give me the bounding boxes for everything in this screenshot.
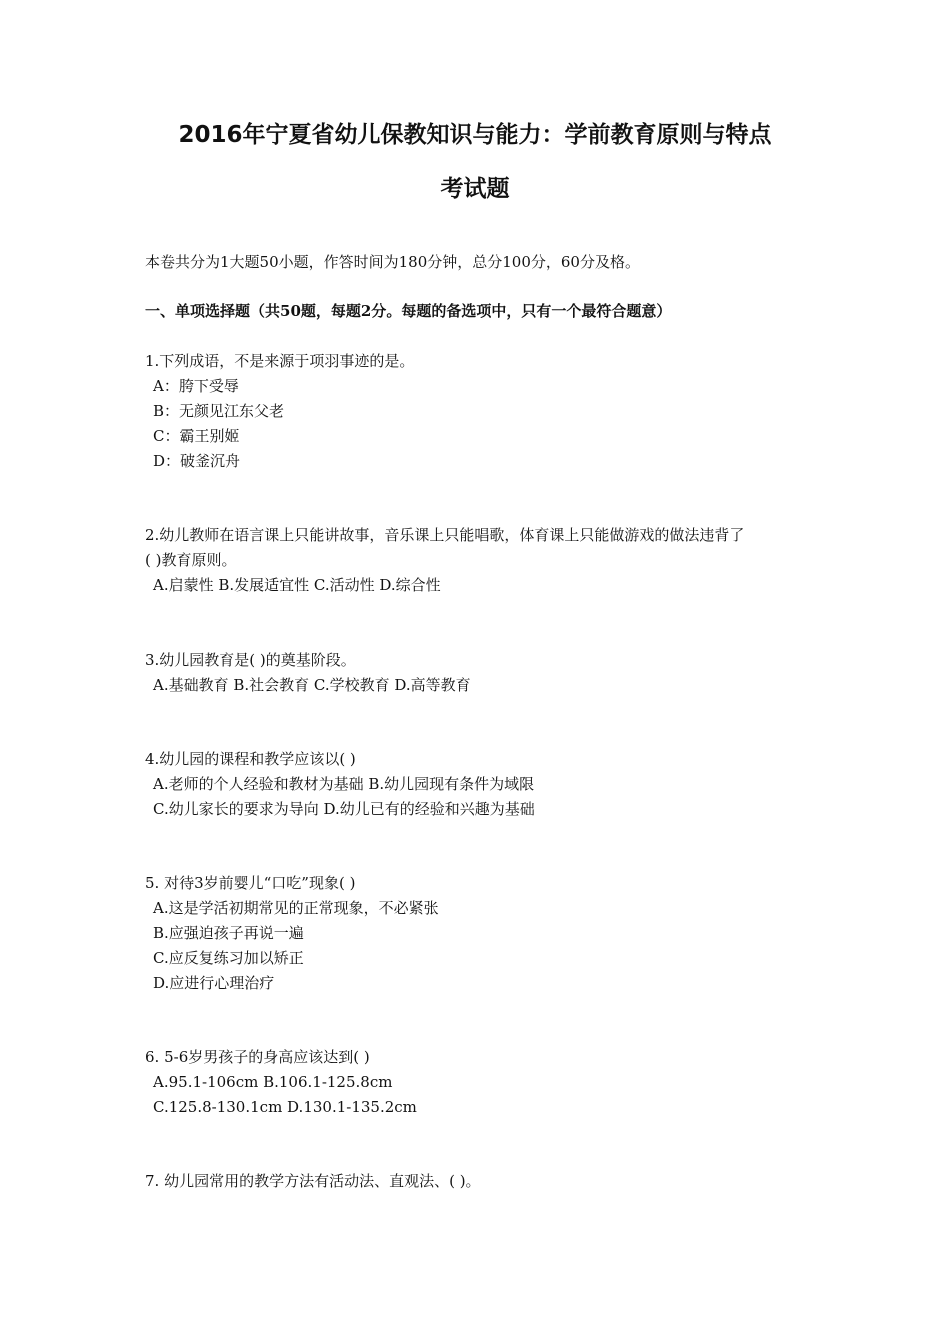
document-title-line-2: 考试题	[440, 176, 510, 202]
question-2-stem-line-1: 2.幼儿教师在语言课上只能讲故事，音乐课上只能唱歌，体育课上只能做游戏的做法违背了	[145, 526, 745, 544]
question-6-options-line-2: C.125.8-130.1cm D.130.1-135.2cm	[153, 1098, 417, 1116]
question-4-options-line-1: A.老师的个人经验和教材为基础 B.幼儿园现有条件为域限	[153, 775, 535, 793]
question-2-stem-line-2: ( )教育原则。	[145, 551, 237, 569]
exam-intro: 本卷共分为1大题50小题，作答时间为180分钟，总分100分，60分及格。	[145, 253, 640, 271]
question-1-option-b: B：无颜见江东父老	[153, 402, 285, 420]
question-1-option-a: A：胯下受辱	[153, 377, 239, 395]
question-5-option-a: A.这是学活初期常见的正常现象，不必紧张	[153, 899, 439, 917]
question-7-stem: 7. 幼儿园常用的教学方法有活动法、直观法、( )。	[145, 1172, 481, 1190]
question-5-option-c: C.应反复练习加以矫正	[153, 949, 304, 967]
question-1-option-c: C：霸王别姬	[153, 427, 240, 445]
question-5-stem: 5. 对待3岁前婴儿“口吃”现象( )	[145, 874, 356, 892]
section-heading: 一、单项选择题（共50题，每题2分。每题的备选项中，只有一个最符合题意）	[145, 302, 672, 320]
question-3-options: A.基础教育 B.社会教育 C.学校教育 D.高等教育	[153, 676, 471, 694]
question-1-stem: 1.下列成语，不是来源于项羽事迹的是。	[145, 352, 415, 370]
question-4-stem: 4.幼儿园的课程和教学应该以( )	[145, 750, 356, 768]
document-title-line-1: 2016年宁夏省幼儿保教知识与能力：学前教育原则与特点	[178, 122, 772, 148]
question-6-options-line-1: A.95.1-106cm B.106.1-125.8cm	[153, 1073, 393, 1091]
question-3-stem: 3.幼儿园教育是( )的奠基阶段。	[145, 651, 356, 669]
question-2-options: A.启蒙性 B.发展适宜性 C.活动性 D.综合性	[153, 576, 441, 594]
question-1-option-d: D：破釜沉舟	[153, 452, 241, 470]
question-4-options-line-2: C.幼儿家长的要求为导向 D.幼儿已有的经验和兴趣为基础	[153, 800, 535, 818]
question-5-option-b: B.应强迫孩子再说一遍	[153, 924, 304, 942]
question-5-option-d: D.应进行心理治疗	[153, 974, 275, 992]
question-6-stem: 6. 5-6岁男孩子的身高应该达到( )	[145, 1048, 370, 1066]
